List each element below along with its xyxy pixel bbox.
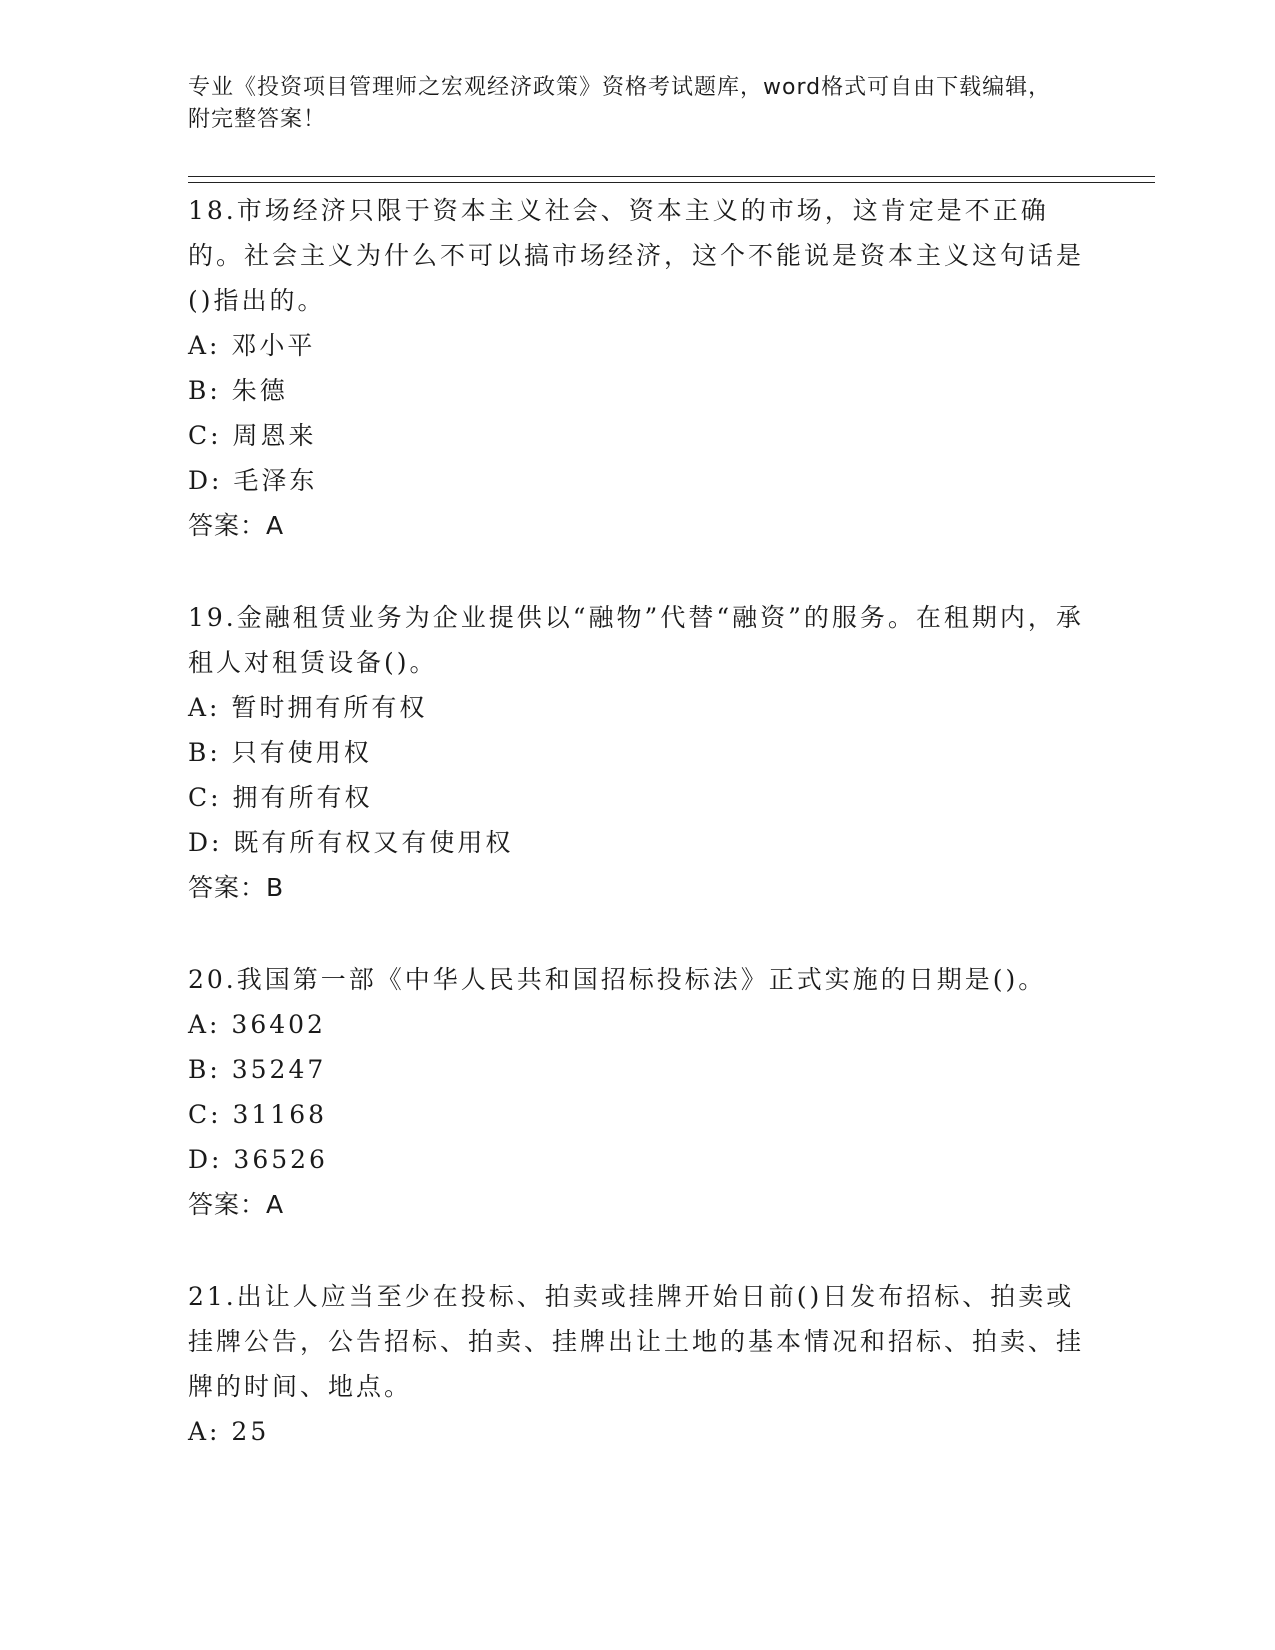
option-a: A: 36402 [188, 1010, 326, 1039]
option-a: A: 暂时拥有所有权 [188, 693, 428, 722]
question-21 [188, 1274, 1088, 1454]
option-a: A: 25 [188, 1417, 270, 1446]
option-b: B: 朱德 [188, 376, 288, 405]
header-rule-bottom [188, 182, 1155, 183]
option-d: D: 36526 [188, 1145, 328, 1174]
answer-line: 答案：A [188, 511, 285, 540]
question-19 [188, 595, 1088, 910]
question-spacer [188, 910, 1088, 957]
header-rule-top [188, 176, 1155, 177]
question-list [188, 188, 1088, 1454]
answer-line: 答案：B [188, 873, 285, 902]
option-c: C: 周恩来 [188, 421, 317, 450]
question-spacer [188, 548, 1088, 595]
option-d: D: 毛泽东 [188, 466, 318, 495]
option-a: A: 邓小平 [188, 331, 316, 360]
option-c: C: 拥有所有权 [188, 783, 373, 812]
document-header: 专业《投资项目管理师之宏观经济政策》资格考试题库，word格式可自由下载编辑，附完整答案！ [188, 75, 1052, 132]
option-b: B: 35247 [188, 1055, 327, 1084]
option-c: C: 31168 [188, 1100, 328, 1129]
question-stem: 18.市场经济只限于资本主义社会、资本主义的市场，这肯定是不正确的。社会主义为什么不可以搞市场经济，这个不能说是资本主义这句话是()指出的。 [188, 196, 1085, 315]
question-stem: 20.我国第一部《中华人民共和国招标投标法》正式实施的日期是()。 [188, 965, 1047, 994]
question-18 [188, 188, 1088, 548]
question-stem: 19.金融租赁业务为企业提供以“融物”代替“融资”的服务。在租期内，承租人对租赁设备()。 [188, 603, 1084, 677]
question-stem: 21.出让人应当至少在投标、拍卖或挂牌开始日前()日发布招标、拍卖或挂牌公告，公告招标、拍卖、挂牌出让土地的基本情况和招标、拍卖、挂牌的时间、地点。 [188, 1282, 1085, 1401]
question-20 [188, 957, 1088, 1227]
answer-line: 答案：A [188, 1190, 285, 1219]
question-spacer [188, 1227, 1088, 1274]
option-b: B: 只有使用权 [188, 738, 372, 767]
option-d: D: 既有所有权又有使用权 [188, 828, 514, 857]
